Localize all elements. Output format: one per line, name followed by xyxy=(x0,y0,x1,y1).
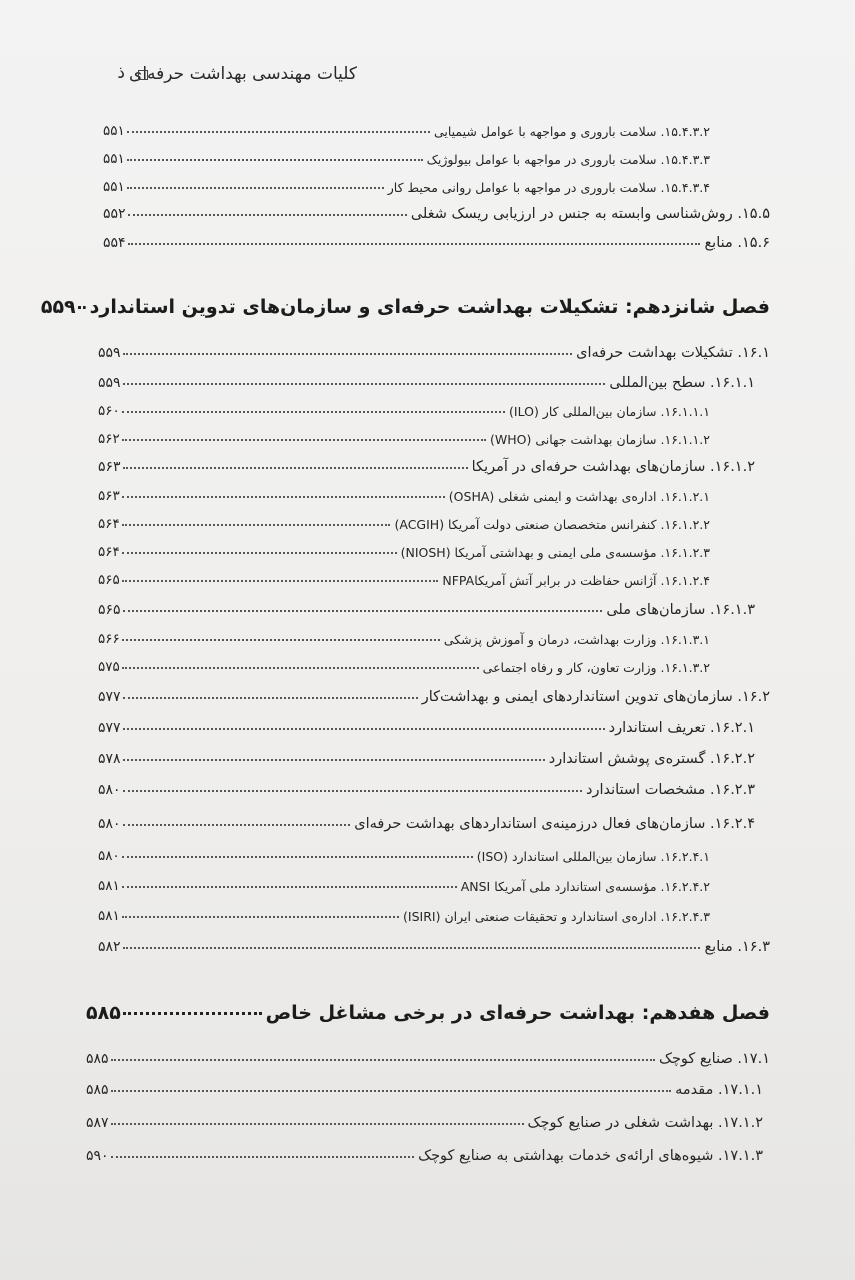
chapter-title: فصل شانزدهم: تشکیلات بهداشت حرفه‌ای و سازمان‌های تدوین استاندارد xyxy=(89,296,770,318)
toc-entry-16-1-3-2[interactable] xyxy=(98,649,710,675)
toc-entry-label: ۱۶.۱. تشکیلات بهداشت حرفه‌ای xyxy=(576,345,770,361)
toc-entry-16-1[interactable] xyxy=(98,335,770,361)
toc-entry-label: ۱۶.۱.۳.۱. وزارت بهداشت، درمان و آموزش پزشکی xyxy=(443,632,710,647)
toc-entry-17-1-1[interactable] xyxy=(86,1072,763,1098)
toc-entry-17-1[interactable] xyxy=(86,1041,770,1067)
leader-dots xyxy=(123,790,582,792)
toc-entry-16-3[interactable] xyxy=(98,929,770,955)
toc-entry-page: ۵۹۰ xyxy=(86,1148,109,1164)
toc-entry-page: ۵۷۷ xyxy=(98,720,121,736)
leader-dots xyxy=(127,187,384,189)
leader-dots xyxy=(111,1123,524,1125)
toc-entry-label: ۱۶.۲.۴.۱. سازمان بین‌المللی استاندارد (ISO) xyxy=(476,849,710,864)
toc-entry-page: ۵۸۱ xyxy=(98,878,120,894)
leader-dots xyxy=(123,467,468,469)
leader-dots xyxy=(122,411,505,413)
leader-dots xyxy=(128,214,407,216)
leader-dots xyxy=(123,383,606,385)
toc-entry-16-2-4-3[interactable] xyxy=(98,898,710,924)
square-ornament-icon xyxy=(138,70,148,80)
toc-entry-label: ۱۶.۳. منابع xyxy=(704,939,770,955)
chapter-title: فصل هفدهم: بهداشت حرفه‌ای در برخی مشاغل خاص xyxy=(265,1002,770,1024)
toc-chapter-16[interactable] xyxy=(40,284,770,318)
toc-entry-page: ۵۸۲ xyxy=(98,939,121,955)
toc-entry-16-1-1-2[interactable] xyxy=(98,421,710,447)
toc-entry-page: ۵۸۰ xyxy=(98,816,121,832)
toc-entry-label: ۱۶.۱.۲.۱. اداره‌ی بهداشت و ایمنی شغلی (OSHA) xyxy=(448,489,710,504)
toc-entry-16-2-4[interactable] xyxy=(98,806,755,832)
toc-entry-label: ۱۵.۶. منابع xyxy=(704,235,770,251)
toc-entry-16-1-3-1[interactable] xyxy=(98,621,710,647)
toc-entry-page: ۵۵۴ xyxy=(103,235,126,251)
toc-entry-page: ۵۶۶ xyxy=(98,631,120,647)
leader-dots xyxy=(128,243,701,245)
toc-entry-16-1-2-1[interactable] xyxy=(98,478,710,504)
toc-entry-15-6[interactable] xyxy=(103,225,770,251)
leader-dots xyxy=(122,524,391,526)
leader-dots xyxy=(123,1012,262,1015)
toc-entry-page: ۵۸۷ xyxy=(86,1115,109,1131)
toc-entry-page: ۵۵۹ xyxy=(98,375,121,391)
toc-entry-16-2-2[interactable] xyxy=(98,741,755,767)
leader-dots xyxy=(122,496,445,498)
toc-entry-15-4-3-2[interactable] xyxy=(103,113,710,139)
toc-entry-page: ۵۷۵ xyxy=(98,659,120,675)
toc-entry-page: ۵۶۵ xyxy=(98,572,120,588)
toc-entry-label: ۱۵.۵. روش‌شناسی وابسته به جنس در ارزیابی ریسک شغلی xyxy=(410,206,770,222)
toc-entry-label: ۱۶.۱.۱.۱. سازمان بین‌المللی کار (ILO) xyxy=(509,404,710,419)
toc-entry-page: ۵۵۱ xyxy=(103,179,125,195)
leader-dots xyxy=(123,353,573,355)
toc-entry-page: ۵۶۲ xyxy=(98,431,120,447)
toc-entry-page: ۵۶۳ xyxy=(98,459,121,475)
toc-entry-16-1-1-1[interactable] xyxy=(98,393,710,419)
leader-dots xyxy=(122,580,439,582)
toc-entry-label: ۱۶.۱.۳. سازمان‌های ملی xyxy=(606,602,755,618)
leader-dots xyxy=(111,1090,672,1092)
toc-entry-page: ۵۶۰ xyxy=(98,403,120,419)
toc-entry-page: ۵۸۵ xyxy=(86,1002,121,1024)
running-title: کلیات مهندسی بهداشت حرفه‌ای xyxy=(129,64,357,84)
leader-dots xyxy=(127,159,423,161)
toc-entry-label: ۱۶.۱.۲.۲. کنفرانس متخصصان صنعتی دولت آمریکا (ACGIH) xyxy=(394,517,710,532)
toc-entry-page: ۵۸۰ xyxy=(98,782,121,798)
toc-entry-label: ۱۶.۲.۴.۳. اداره‌ی استاندارد و تحقیقات صنعتی ایران (ISIRI) xyxy=(403,909,710,924)
toc-entry-page: ۵۸۵ xyxy=(86,1051,109,1067)
leader-dots xyxy=(122,667,479,669)
toc-entry-label: ۱۷.۱.۳. شیوه‌های ارائه‌ی خدمات بهداشتی به صنایع کوچک xyxy=(418,1148,763,1164)
leader-dots xyxy=(122,886,457,888)
toc-entry-label: ۱۵.۴.۳.۴. سلامت باروری در مواجهه با عوامل روانی محیط کار xyxy=(387,180,710,195)
toc-entry-label: ۱۵.۴.۳.۲. سلامت باروری و مواجهه با عوامل شیمیایی xyxy=(433,124,710,139)
toc-entry-label: ۱۷.۱. صنایع کوچک xyxy=(658,1051,770,1067)
leader-dots xyxy=(122,916,399,918)
leader-dots xyxy=(122,552,397,554)
toc-entry-page: ۵۵۹ xyxy=(98,345,121,361)
toc-entry-label: ۱۶.۲.۴.۲. مؤسسه‌ی استاندارد ملی آمریکا ANSI xyxy=(460,879,710,894)
leader-dots xyxy=(123,610,603,612)
leader-dots xyxy=(122,856,473,858)
toc-entry-label: ۱۶.۱.۱. سطح بین‌المللی xyxy=(609,375,755,391)
page-header xyxy=(0,60,855,90)
toc-entry-page: ۵۶۳ xyxy=(98,488,120,504)
page-number: ذ xyxy=(117,63,125,83)
toc-entry-label: ۱۶.۲.۲. گستره‌ی پوشش استاندارد xyxy=(548,751,755,767)
leader-dots xyxy=(123,759,545,761)
toc-entry-page: ۵۸۵ xyxy=(86,1082,109,1098)
toc-entry-label: ۱۶.۱.۲.۳. مؤسسه‌ی ملی ایمنی و بهداشتی آمریکا (NIOSH) xyxy=(400,545,710,560)
toc-chapter-17[interactable] xyxy=(86,990,770,1024)
toc-entry-page: ۵۵۱ xyxy=(103,123,125,139)
toc-entry-17-1-3[interactable] xyxy=(86,1138,763,1164)
toc-entry-page: ۵۶۴ xyxy=(98,516,120,532)
toc-entry-16-2[interactable] xyxy=(98,679,770,705)
leader-dots xyxy=(78,306,86,309)
toc-entry-16-2-1[interactable] xyxy=(98,710,755,736)
toc-entry-16-1-2[interactable] xyxy=(98,449,755,475)
toc-entry-label: ۱۶.۲.۱. تعریف استاندارد xyxy=(608,720,755,736)
toc-entry-page: ۵۸۱ xyxy=(98,908,120,924)
leader-dots xyxy=(123,824,351,826)
toc-entry-16-1-1[interactable] xyxy=(98,365,755,391)
toc-entry-label: ۱۶.۱.۲.۴. آژانس حفاظت در برابر آتش آمریکاNFPA xyxy=(442,573,710,588)
toc-entry-label: ۱۷.۱.۱. مقدمه xyxy=(675,1082,763,1098)
toc-entry-page: ۵۷۸ xyxy=(98,751,121,767)
leader-dots xyxy=(111,1156,415,1158)
toc-entry-page: ۵۶۵ xyxy=(98,602,121,618)
toc-entry-page: ۵۶۴ xyxy=(98,544,120,560)
leader-dots xyxy=(127,131,430,133)
toc-entry-page: ۵۷۷ xyxy=(98,689,121,705)
toc-entry-16-2-3[interactable] xyxy=(98,772,755,798)
toc-entry-label: ۱۶.۱.۲. سازمان‌های بهداشت حرفه‌ای در آمریکا xyxy=(471,459,755,475)
toc-entry-label: ۱۷.۱.۲. بهداشت شغلی در صنایع کوچک xyxy=(527,1115,763,1131)
leader-dots xyxy=(122,639,440,641)
toc-entry-label: ۱۶.۱.۱.۲. سازمان بهداشت جهانی (WHO) xyxy=(490,432,710,447)
toc-entry-page: ۵۵۹ xyxy=(40,296,76,318)
toc-entry-label: ۱۶.۲. سازمان‌های تدوین استانداردهای ایمنی و بهداشت‌کار xyxy=(421,689,770,705)
toc-entry-15-5[interactable] xyxy=(103,196,770,222)
toc-entry-15-4-3-4[interactable] xyxy=(103,169,710,195)
toc-entry-page: ۵۸۰ xyxy=(98,848,120,864)
leader-dots xyxy=(122,439,486,441)
leader-dots xyxy=(111,1059,655,1061)
toc-entry-page: ۵۵۱ xyxy=(103,151,125,167)
toc-entry-label: ۱۶.۱.۳.۲. وزارت تعاون، کار و رفاه اجتماعی xyxy=(482,660,710,675)
toc-entry-16-2-4-2[interactable] xyxy=(98,868,710,894)
toc-entry-17-1-2[interactable] xyxy=(86,1105,763,1131)
toc-entry-16-1-3[interactable] xyxy=(98,592,755,618)
toc-entry-label: ۱۶.۲.۴. سازمان‌های فعال درزمینه‌ی استانداردهای بهداشت حرفه‌ای xyxy=(354,816,755,832)
toc-entry-16-1-2-2[interactable] xyxy=(98,506,710,532)
toc-entry-16-2-4-1[interactable] xyxy=(98,838,710,864)
toc-entry-16-1-2-4[interactable] xyxy=(98,562,710,588)
toc-entry-label: ۱۶.۲.۳. مشخصات استاندارد xyxy=(585,782,755,798)
leader-dots xyxy=(123,697,418,699)
leader-dots xyxy=(123,728,605,730)
toc-entry-label: ۱۵.۴.۳.۳. سلامت باروری در مواجهه با عوامل بیولوژیک xyxy=(426,152,710,167)
leader-dots xyxy=(123,947,701,949)
toc-entry-16-1-2-3[interactable] xyxy=(98,534,710,560)
toc-entry-15-4-3-3[interactable] xyxy=(103,141,710,167)
toc-entry-page: ۵۵۲ xyxy=(103,206,126,222)
